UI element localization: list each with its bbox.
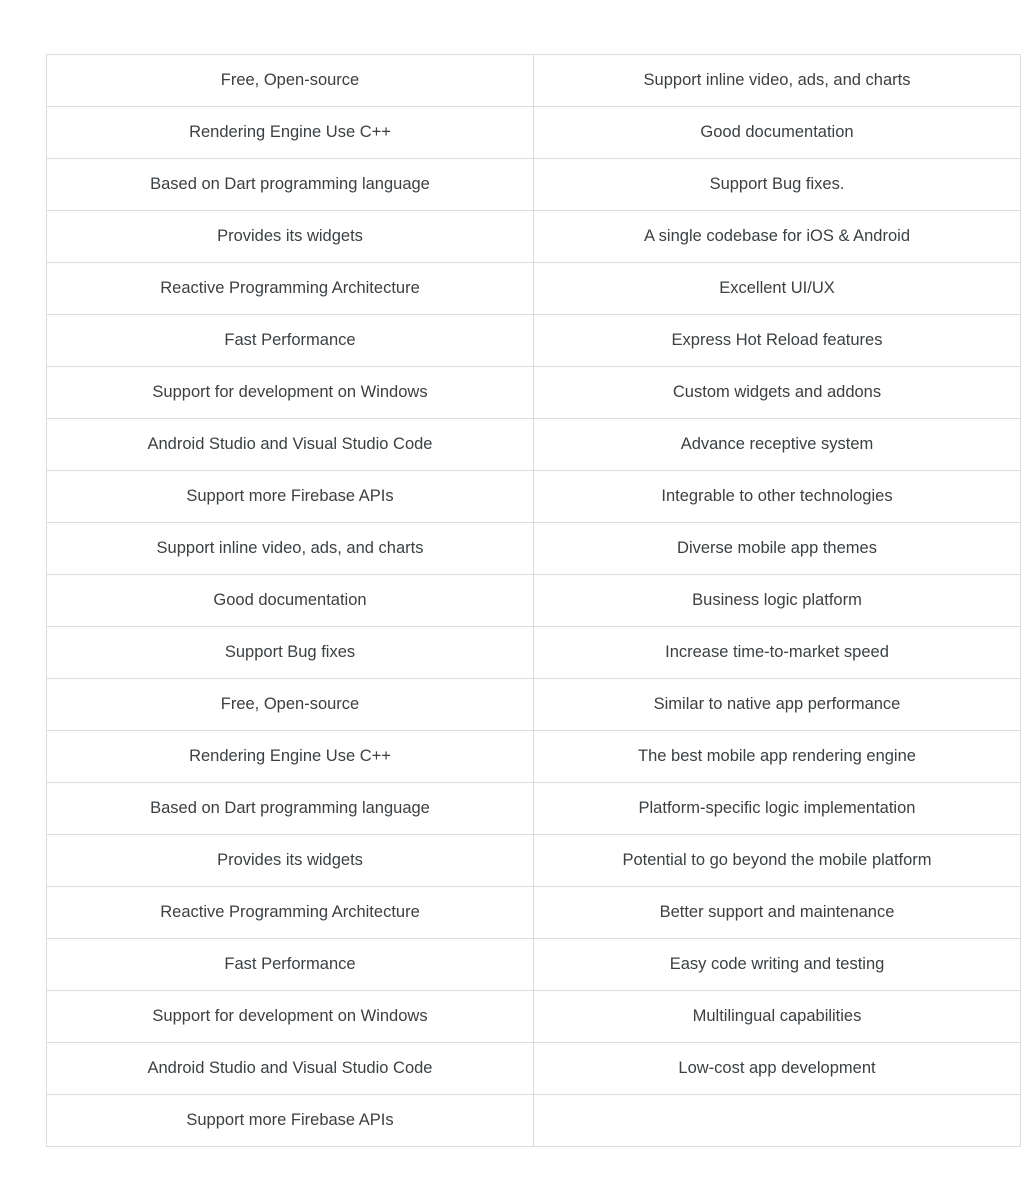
table-row: [47, 991, 1021, 1043]
table-row: [47, 367, 1021, 419]
table-cell-left: Based on Dart programming language: [47, 783, 534, 835]
table-cell-left: Support for development on Windows: [47, 991, 534, 1043]
feature-table-container: [46, 54, 978, 1147]
feature-table-body: [47, 55, 1021, 1147]
table-cell-left: Provides its widgets: [47, 211, 534, 263]
table-row: [47, 835, 1021, 887]
table-cell-right: Support inline video, ads, and charts: [534, 55, 1021, 107]
table-cell-left: Fast Performance: [47, 939, 534, 991]
table-cell-right: Express Hot Reload features: [534, 315, 1021, 367]
table-cell-left: Provides its widgets: [47, 835, 534, 887]
table-row: [47, 731, 1021, 783]
table-cell-right: Excellent UI/UX: [534, 263, 1021, 315]
table-cell-left: Free, Open-source: [47, 679, 534, 731]
table-cell-right: Potential to go beyond the mobile platform: [534, 835, 1021, 887]
table-cell-right: Good documentation: [534, 107, 1021, 159]
table-cell-left: Free, Open-source: [47, 55, 534, 107]
table-cell-left: Android Studio and Visual Studio Code: [47, 419, 534, 471]
table-cell-right: Integrable to other technologies: [534, 471, 1021, 523]
table-cell-right: Advance receptive system: [534, 419, 1021, 471]
table-row: [47, 575, 1021, 627]
table-cell-right: Business logic platform: [534, 575, 1021, 627]
table-cell-right: Easy code writing and testing: [534, 939, 1021, 991]
table-cell-left: Support more Firebase APIs: [47, 471, 534, 523]
table-cell-right: Custom widgets and addons: [534, 367, 1021, 419]
table-cell-left: Rendering Engine Use C++: [47, 731, 534, 783]
table-row: [47, 523, 1021, 575]
table-row: [47, 783, 1021, 835]
table-row: [47, 1095, 1021, 1147]
table-cell-left: Fast Performance: [47, 315, 534, 367]
table-row: [47, 419, 1021, 471]
table-cell-right: Similar to native app performance: [534, 679, 1021, 731]
feature-table: [46, 54, 1021, 1147]
table-cell-left: Reactive Programming Architecture: [47, 263, 534, 315]
table-cell-right: The best mobile app rendering engine: [534, 731, 1021, 783]
table-row: [47, 159, 1021, 211]
table-cell-left: Good documentation: [47, 575, 534, 627]
table-cell-left: Support inline video, ads, and charts: [47, 523, 534, 575]
table-row: [47, 263, 1021, 315]
table-row: [47, 107, 1021, 159]
table-cell-right: Platform-specific logic implementation: [534, 783, 1021, 835]
table-cell-left: Support for development on Windows: [47, 367, 534, 419]
table-row: [47, 315, 1021, 367]
table-cell-left: Rendering Engine Use C++: [47, 107, 534, 159]
table-cell-left: Reactive Programming Architecture: [47, 887, 534, 939]
table-row: [47, 939, 1021, 991]
table-cell-right: Multilingual capabilities: [534, 991, 1021, 1043]
table-cell-right: A single codebase for iOS & Android: [534, 211, 1021, 263]
table-cell-right: Increase time-to-market speed: [534, 627, 1021, 679]
table-cell-right: Support Bug fixes.: [534, 159, 1021, 211]
table-row: [47, 887, 1021, 939]
table-row: [47, 1043, 1021, 1095]
table-cell-left: Based on Dart programming language: [47, 159, 534, 211]
table-row: [47, 55, 1021, 107]
table-cell-left: Android Studio and Visual Studio Code: [47, 1043, 534, 1095]
table-row: [47, 679, 1021, 731]
table-row: [47, 211, 1021, 263]
table-cell-right: Better support and maintenance: [534, 887, 1021, 939]
table-row: [47, 471, 1021, 523]
table-cell-right: Low-cost app development: [534, 1043, 1021, 1095]
table-cell-left: Support more Firebase APIs: [47, 1095, 534, 1147]
table-cell-right-empty: [534, 1095, 1021, 1147]
table-row: [47, 627, 1021, 679]
table-cell-right: Diverse mobile app themes: [534, 523, 1021, 575]
table-cell-left: Support Bug fixes: [47, 627, 534, 679]
